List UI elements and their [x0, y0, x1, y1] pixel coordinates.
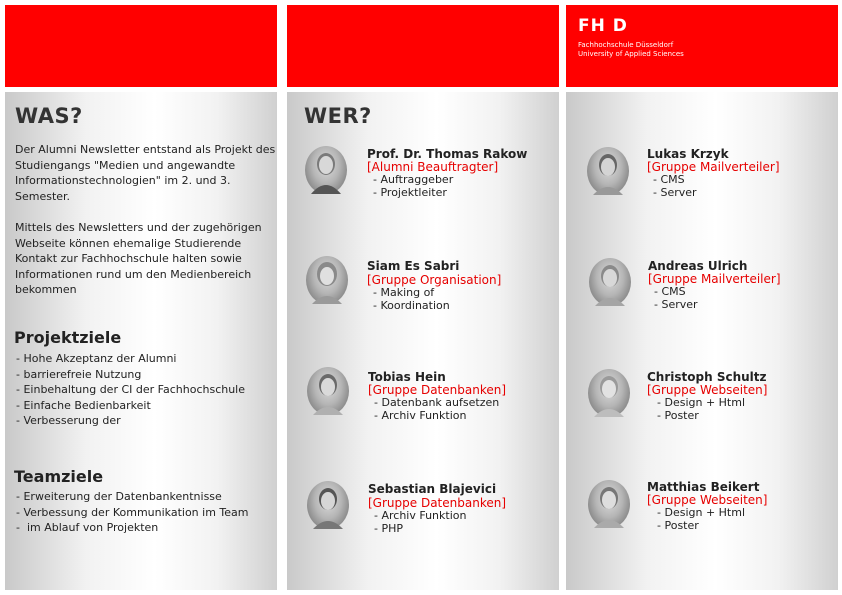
person-photo [305, 146, 347, 194]
person-card [287, 255, 559, 335]
list-item: - Hohe Akzeptanz der Alumni [16, 351, 245, 367]
task-item: - CMS [654, 286, 698, 299]
list-item: - barrierefreie Nutzung [16, 367, 245, 383]
person-role: [Gruppe Datenbanken] [368, 496, 507, 510]
logo-line-1: Fachhochschule Düsseldorf [578, 41, 674, 49]
person-name: Andreas Ulrich [648, 259, 748, 273]
teamziele-list [16, 489, 249, 536]
person-photo [588, 369, 630, 417]
task-item: - CMS [653, 174, 697, 187]
person-name: Lukas Krzyk [647, 147, 729, 161]
person-role: [Gruppe Datenbanken] [368, 383, 507, 397]
list-item: - Einfache Bedienbarkeit [16, 398, 245, 414]
task-item: - Datenbank aufsetzen [374, 397, 499, 410]
task-item: - Server [653, 187, 697, 200]
task-item: - Design + Html [653, 397, 745, 410]
task-item: - Projektleiter [373, 187, 453, 200]
person-photo [587, 147, 629, 195]
projektziele-heading: Projektziele [14, 328, 122, 347]
person-tasks [653, 174, 697, 199]
person-photo [588, 480, 630, 528]
person-tasks [653, 397, 745, 422]
task-item: - Auftraggeber [373, 174, 453, 187]
task-item: - Poster [653, 410, 745, 423]
wer-panel-right [566, 92, 838, 590]
person-name: Siam Es Sabri [367, 259, 460, 273]
task-item: - Server [654, 299, 698, 312]
person-photo [589, 258, 631, 306]
red-banner [566, 5, 838, 87]
list-item: - im Ablauf von Projekten [16, 520, 249, 536]
person-role: [Gruppe Webseiten] [647, 493, 768, 507]
logo-line-2: University of Applied Sciences [578, 50, 684, 58]
fh-duesseldorf-logo [578, 17, 684, 59]
person-name: Christoph Schultz [647, 370, 767, 384]
person-name: Tobias Hein [368, 370, 446, 384]
column-was [5, 5, 277, 590]
person-card [566, 256, 838, 336]
was-intro-paragraph: Der Alumni Newsletter entstand als Projekt des Studiengangs "Medien und angewandte Informationstechnologien" im 2. und 3. Semester. [15, 143, 276, 203]
task-item: - Design + Html [653, 507, 745, 520]
person-card [566, 477, 838, 557]
task-item: - Koordination [373, 300, 450, 313]
person-tasks [653, 507, 745, 532]
column-wer-continued [566, 5, 838, 590]
teamziele-heading: Teamziele [14, 467, 104, 486]
was-heading: WAS? [15, 104, 83, 128]
task-item: - Poster [653, 520, 745, 533]
person-card [287, 478, 559, 558]
person-name: Matthias Beikert [647, 480, 760, 494]
wer-heading: WER? [304, 104, 372, 128]
column-wer [287, 5, 559, 590]
person-photo [307, 481, 349, 529]
was-panel [5, 92, 277, 590]
red-banner [5, 5, 277, 87]
person-photo [307, 367, 349, 415]
logo-mark: FH D [578, 16, 628, 36]
person-name: Sebastian Blajevici [368, 482, 497, 496]
wer-panel-left [287, 92, 559, 590]
projektziele-list [16, 351, 245, 429]
person-tasks [654, 286, 698, 311]
list-item: - Verbesserung der [16, 413, 245, 429]
was-purpose-paragraph: Mittels des Newsletters und der zugehörigen Webseite können ehemalige Studierende Kontakt zur Fachhochschule halten sowie Informationen rund um den Medienbereich bekommen [15, 221, 262, 296]
list-item: - Einbehaltung der CI der Fachhochschule [16, 382, 245, 398]
person-role: [Alumni Beauftragter] [367, 160, 499, 174]
person-card [566, 367, 838, 447]
task-item: - Archiv Funktion [374, 510, 466, 523]
person-role: [Gruppe Mailverteiler] [648, 272, 781, 286]
person-role: [Gruppe Webseiten] [647, 383, 768, 397]
person-tasks [373, 174, 453, 199]
person-name: Prof. Dr. Thomas Rakow [367, 147, 528, 161]
person-role: [Gruppe Organisation] [367, 273, 502, 287]
person-tasks [373, 287, 450, 312]
task-item: - Archiv Funktion [374, 410, 499, 423]
person-tasks [374, 510, 466, 535]
person-tasks [374, 397, 499, 422]
red-banner [287, 5, 559, 87]
task-item: - PHP [374, 523, 466, 536]
person-card [287, 144, 559, 224]
person-card [287, 366, 559, 446]
person-card [566, 144, 838, 224]
list-item: - Verbessung der Kommunikation im Team [16, 505, 249, 521]
list-item: - Erweiterung der Datenbankentnisse [16, 489, 249, 505]
person-role: [Gruppe Mailverteiler] [647, 160, 780, 174]
task-item: - Making of [373, 287, 450, 300]
person-photo [306, 256, 348, 304]
